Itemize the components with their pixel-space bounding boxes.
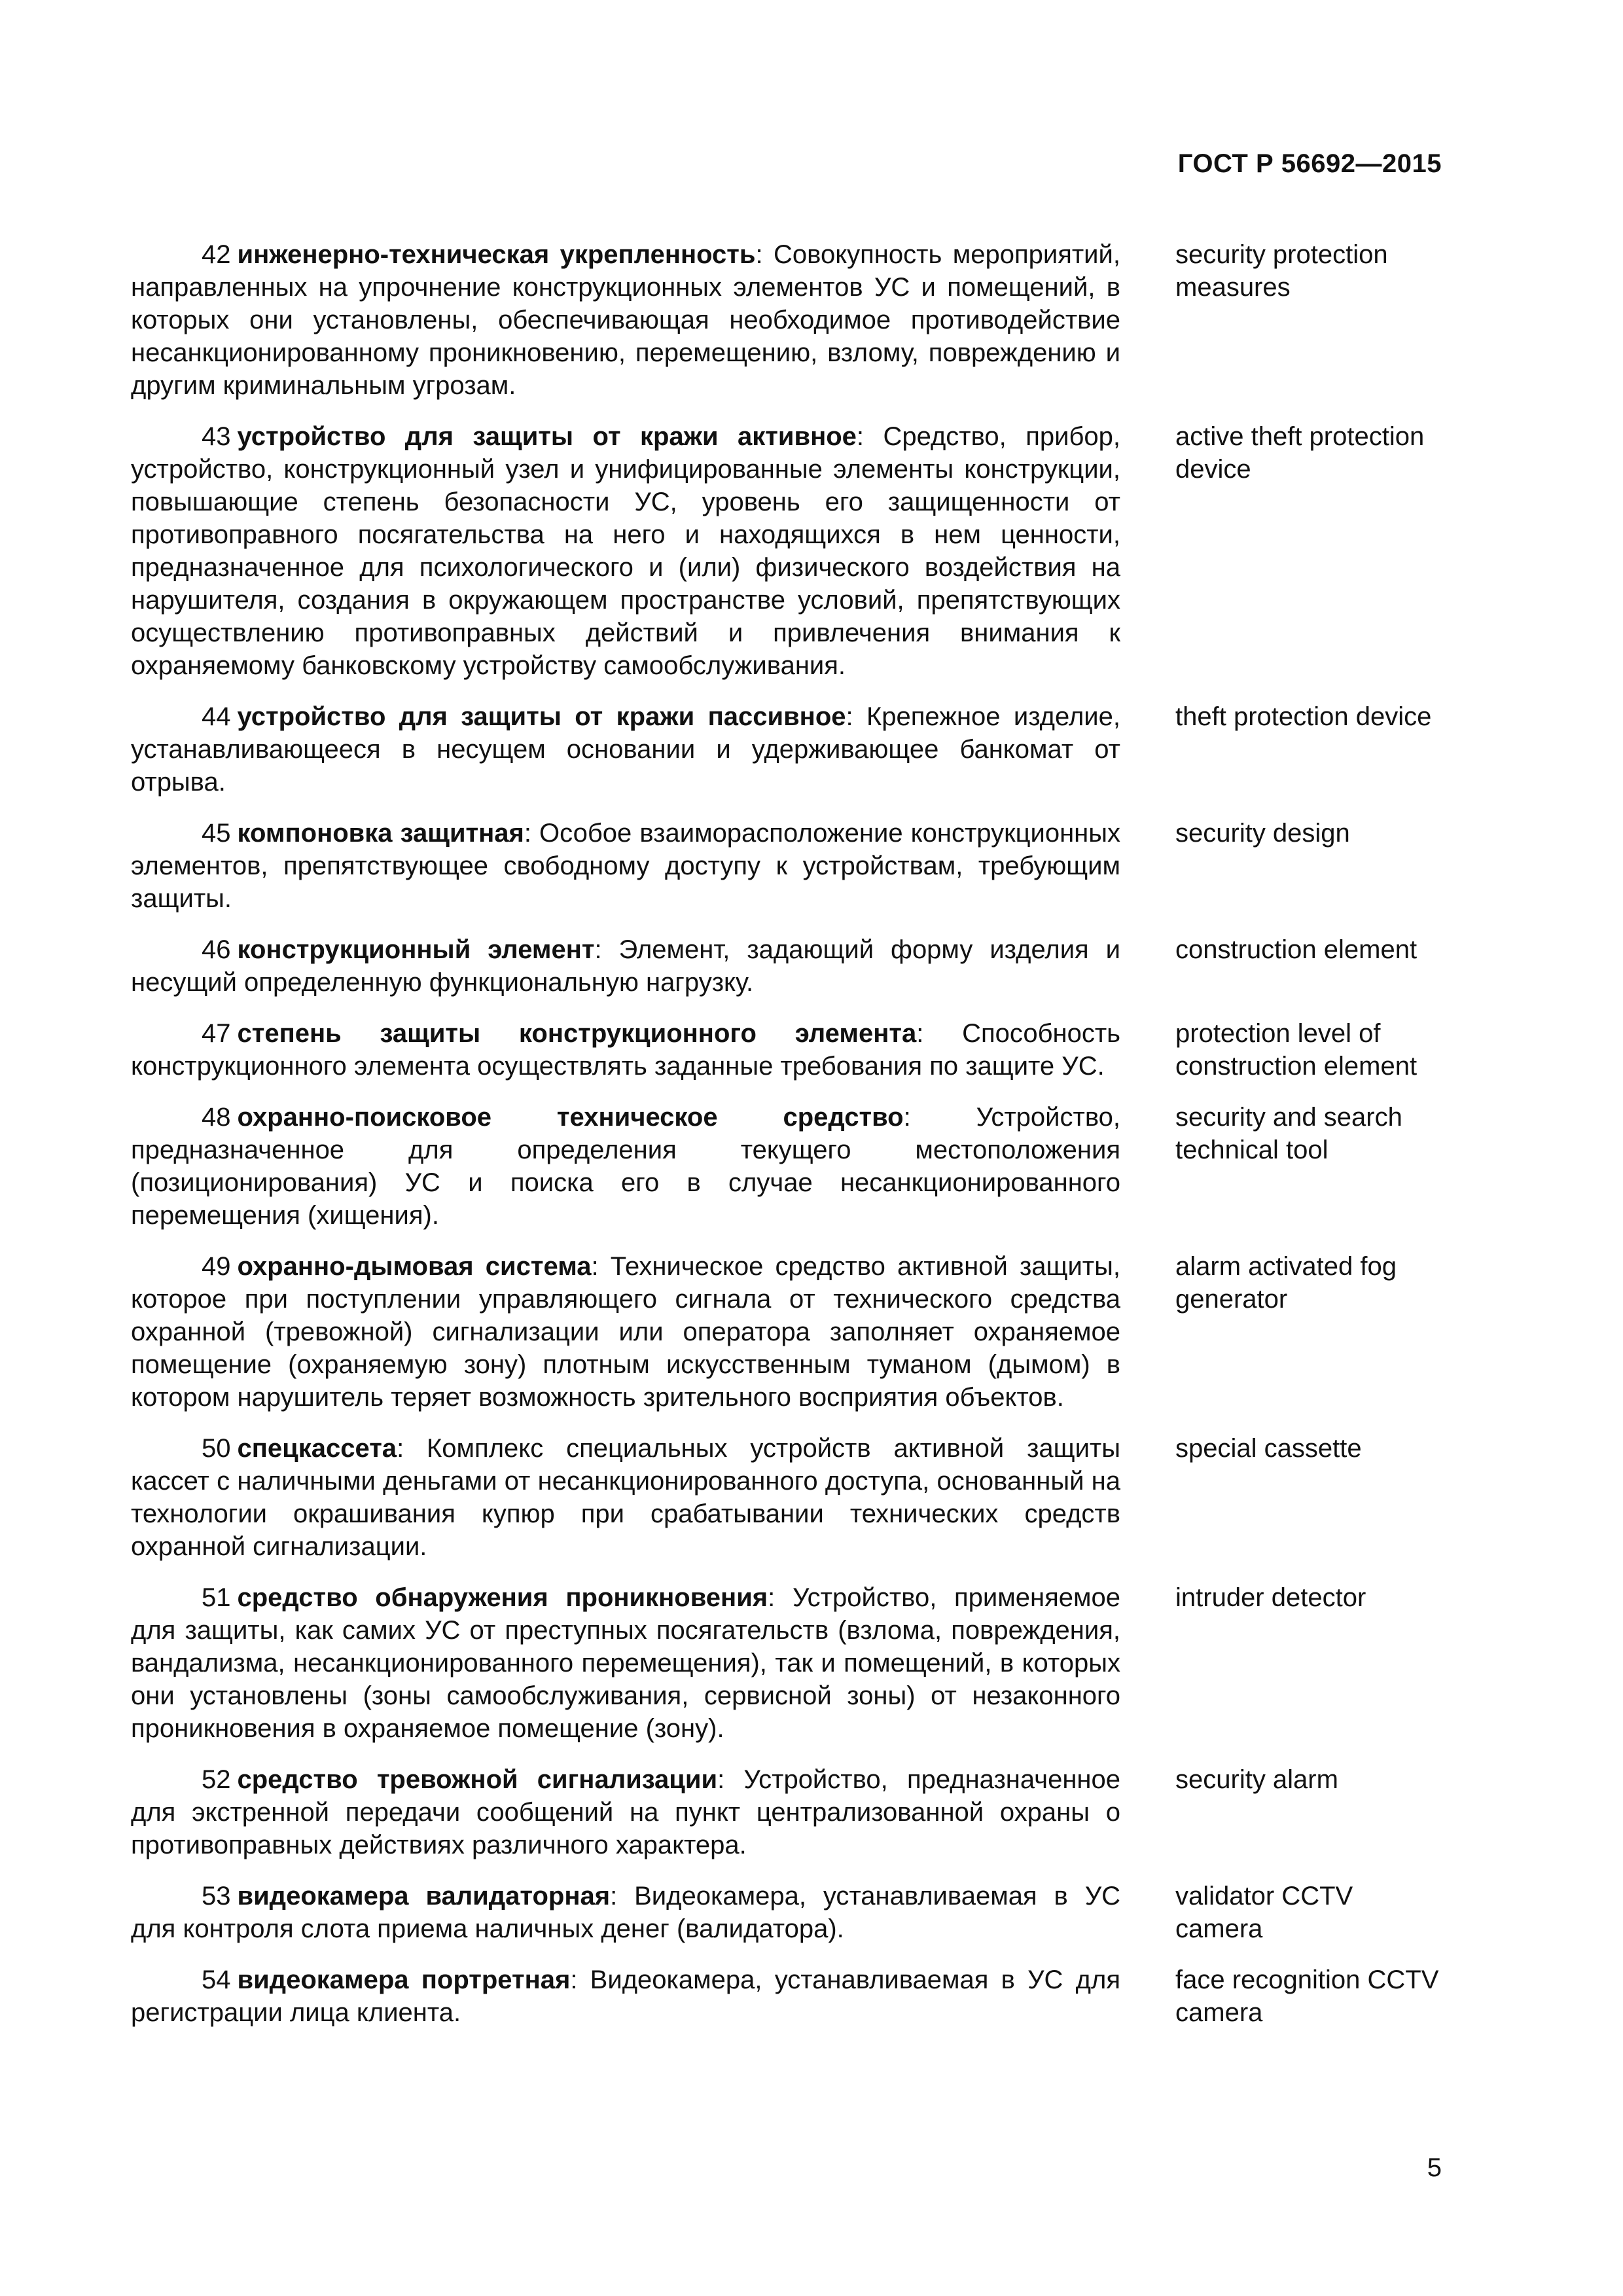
term-name: охранно-дымовая система [237,1252,592,1281]
term-english: theft protection device [1175,702,1432,731]
document-code: ГОСТ Р 56692—2015 [1177,149,1442,178]
term-name: устройство для защиты от кражи пассивное [237,702,846,731]
term-definition-block [131,1250,1120,1414]
term-definition-block [131,238,1120,402]
term-definition-block [131,420,1120,682]
term-english: security alarm [1175,1765,1338,1794]
term-definition: : Средство, прибор, устройство, конструкционный узел и унифицированные элементы конструкции, повышающие степень безопасности УС, уровень его защищенности от противоправного посягательства на него и находящихся в нем ценности, предназначенное для психологического и (или) физического воздействия на нарушителя, создания в окружающем пространстве условий, препятствующих осуществлению противоправных действий и привлечения внимания к охраняемому банковскому устройству самообслуживания. [131,422,1120,680]
term-entry [131,1432,1446,1563]
term-definition: : Видеокамера, устанавливаемая в УС для регистрации лица клиента. [131,1965,1120,2027]
term-definition-block [131,1581,1120,1745]
term-entry [131,817,1446,915]
term-number: 47 [202,1019,231,1048]
term-definition: : Особое взаиморасположение конструкционных элементов, препятствующее свободному доступу к устройствам, требующим защиты. [131,819,1120,913]
term-definition: : Видеокамера, устанавливаемая в УС для контроля слота приема наличных денег (валидатора). [131,1882,1120,1943]
term-entry [131,1763,1446,1861]
term-name: видеокамера валидаторная [237,1882,611,1910]
term-english: validator CCTV camera [1175,1882,1353,1943]
term-definition-block [131,1880,1120,1945]
term-number: 44 [202,702,231,731]
term-english: intruder detector [1175,1583,1366,1612]
page-number: 5 [1427,2153,1442,2182]
term-definition-block [131,1101,1120,1232]
term-name: степень защиты конструкционного элемента [237,1019,917,1048]
term-english: special cassette [1175,1434,1362,1463]
term-english: security design [1175,819,1350,848]
term-name: спецкассета [237,1434,397,1463]
term-english: security protection measures [1175,240,1388,302]
term-name: инженерно-техническая укрепленность [237,240,756,269]
term-definition-block [131,1964,1120,2029]
term-entry [131,238,1446,402]
term-entry [131,1964,1446,2029]
term-entry [131,1101,1446,1232]
term-name: устройство для защиты от кражи активное [237,422,857,451]
term-definition: : Элемент, задающий форму изделия и несущий определенную функциональную нагрузку. [131,935,1120,997]
term-english: protection level of construction element [1175,1019,1418,1081]
term-definition: : Устройство, предназначенное для определения текущего местоположения (позиционирования) УС и поиска его в случае несанкционированного перемещения (хищения). [131,1103,1120,1230]
term-definition-block [131,1763,1120,1861]
term-entry [131,1581,1446,1745]
term-number: 42 [202,240,231,269]
term-entry [131,420,1446,682]
term-definition-block [131,700,1120,798]
term-name: видеокамера портретная [237,1965,571,1994]
term-definition: : Совокупность мероприятий, направленных на упрочнение конструкционных элементов УС и помещений, в которых они установлены, обеспечивающая необходимое противодействие несанкционированному проникновению, перемещению, взлому, повреждению и другим криминальным угрозам. [131,240,1120,400]
term-number: 48 [202,1103,231,1132]
term-english: construction element [1175,935,1418,964]
term-entry [131,1880,1446,1945]
term-number: 49 [202,1252,231,1281]
term-definition-block [131,817,1120,915]
term-english: alarm activated fog generator [1175,1252,1397,1314]
term-entry [131,1250,1446,1414]
term-definition: : Устройство, предназначенное для экстренной передачи сообщений на пункт централизованной охраны о противоправных действиях различного характера. [131,1765,1121,1859]
term-name: охранно-поисковое техническое средство [237,1103,904,1132]
term-name: средство тревожной сигнализации [237,1765,718,1794]
term-english: active theft protection device [1175,422,1425,484]
term-entry [131,1017,1446,1083]
term-number: 50 [202,1434,231,1463]
term-number: 54 [202,1965,231,1994]
term-name: компоновка защитная [237,819,524,848]
term-entry [131,933,1446,999]
term-number: 52 [202,1765,231,1794]
term-definition: : Крепежное изделие, устанавливающееся в несущем основании и удерживающее банкомат от отрыва. [131,702,1120,797]
term-number: 53 [202,1882,231,1910]
term-definition: : Способность конструкционного элемента осуществлять заданные требования по защите УС. [131,1019,1120,1081]
term-entry [131,700,1446,798]
term-number: 45 [202,819,231,848]
term-name: средство обнаружения проникновения [237,1583,768,1612]
term-definition-block [131,1017,1120,1083]
term-definition-block [131,1432,1120,1563]
term-definition-block [131,933,1120,999]
terms-list [131,238,1446,2047]
term-number: 51 [202,1583,231,1612]
term-definition: : Техническое средство активной защиты, которое при поступлении управляющего сигнала от технического средства охранной (тревожной) сигнализации или оператора заполняет охраняемое помещение (охраняемую зону) плотным искусственным туманом (дымом) в котором нарушитель теряет возможность зрительного восприятия объектов. [131,1252,1120,1412]
term-number: 46 [202,935,231,964]
term-definition: : Устройство, применяемое для защиты, как самих УС от преступных посягательств (взлома, повреждения, вандализма, несанкционированного перемещения), так и помещений, в которых они установлены (зоны самообслуживания, сервисной зоны) от незаконного проникновения в охраняемое помещение (зону). [131,1583,1120,1743]
term-name: конструкционный элемент [237,935,595,964]
term-number: 43 [202,422,231,451]
term-english: face recognition CCTV camera [1175,1965,1439,2027]
term-english: security and search technical tool [1175,1103,1402,1164]
term-definition: : Комплекс специальных устройств активной защиты кассет с наличными деньгами от несанкционированного доступа, основанный на технологии окрашивания купюр при срабатывании технических средств охранной сигнализации. [131,1434,1120,1561]
